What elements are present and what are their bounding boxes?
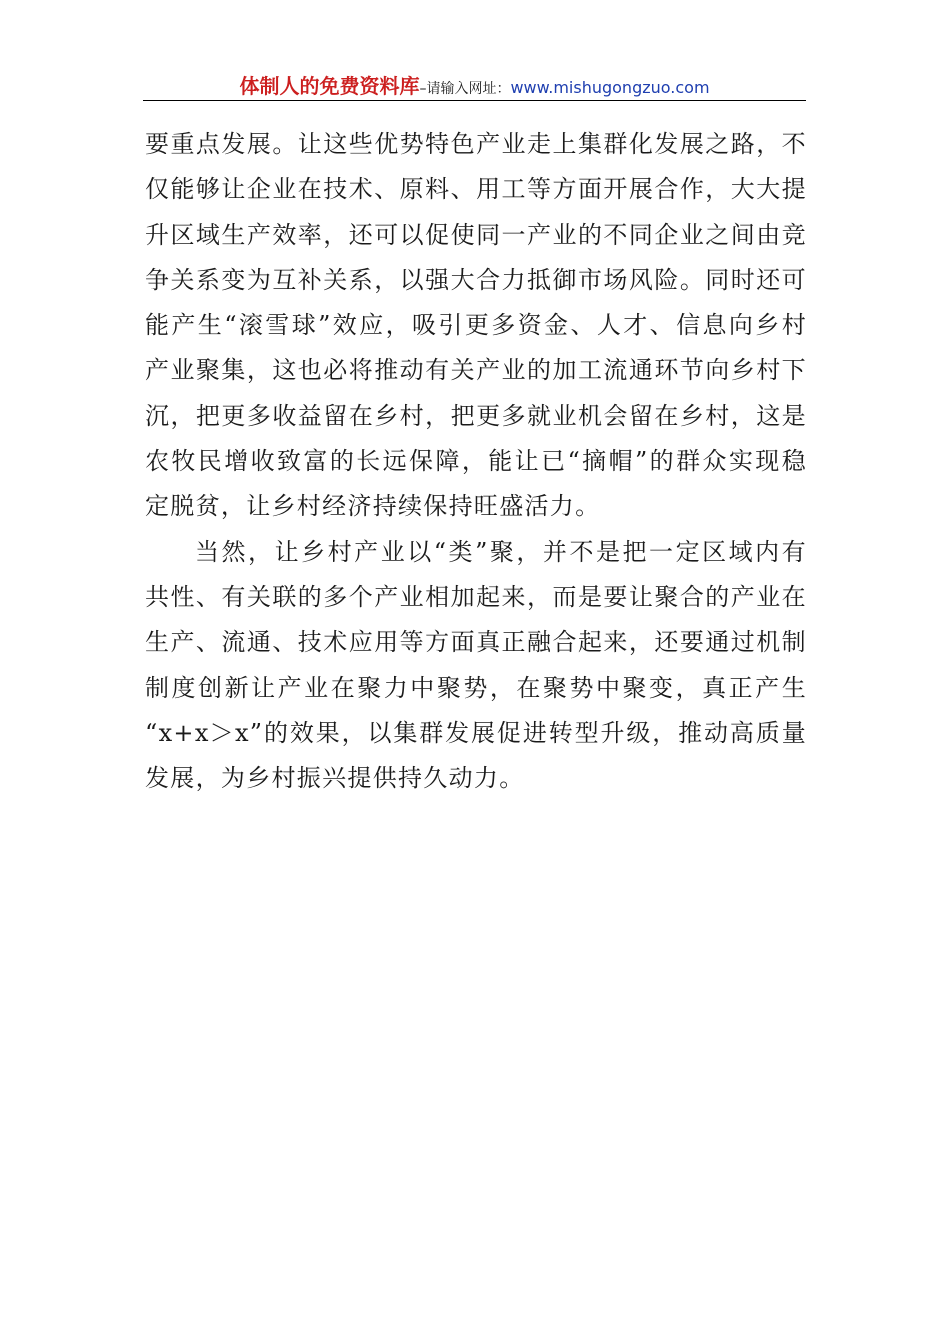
text-line: 要重点发展。让这些优势特色产业走上集群化发展之路，不 <box>145 130 807 158</box>
paragraph <box>145 530 807 802</box>
text-line: “x+x＞x”的效果，以集群发展促进转型升级，推动高质量 <box>145 718 807 747</box>
page-header <box>143 70 806 101</box>
site-url[interactable]: www.mishugongzuo.com <box>510 78 710 97</box>
text-line: 产业聚集，这也必将推动有关产业的加工流通环节向乡村下 <box>145 356 807 385</box>
document-body <box>145 122 807 801</box>
text-line: 定脱贫，让乡村经济持续保持旺盛活力。 <box>145 492 601 521</box>
text-line: 制度创新让产业在聚力中聚势，在聚势中聚变，真正产生 <box>145 673 807 702</box>
text-line: 升区域生产效率，还可以促使同一产业的不同企业之间由竞 <box>145 220 807 249</box>
site-brand: 体制人的免费资料库 <box>239 74 420 98</box>
text-line: 仅能够让企业在技术、原料、用工等方面开展合作，大大提 <box>145 175 807 204</box>
text-line: 共性、有关联的多个产业相加起来，而是要让聚合的产业在 <box>145 582 807 611</box>
url-prompt: –请输入网址： <box>419 81 511 97</box>
paragraph <box>145 122 807 530</box>
text-line: 生产、流通、技术应用等方面真正融合起来，还要通过机制 <box>145 628 807 657</box>
text-line: 能产生“滚雪球”效应，吸引更多资金、人才、信息向乡村 <box>145 311 807 340</box>
text-line: 发展，为乡村振兴提供持久动力。 <box>145 764 525 793</box>
text-line: 农牧民增收致富的长远保障，能让已“摘帽”的群众实现稳 <box>145 447 807 476</box>
text-line: 争关系变为互补关系，以强大合力抵御市场风险。同时还可 <box>145 265 807 294</box>
text-line: 沉，把更多收益留在乡村，把更多就业机会留在乡村，这是 <box>145 401 807 430</box>
text-line: 当然，让乡村产业以“类”聚，并不是把一定区域内有 <box>195 537 807 566</box>
